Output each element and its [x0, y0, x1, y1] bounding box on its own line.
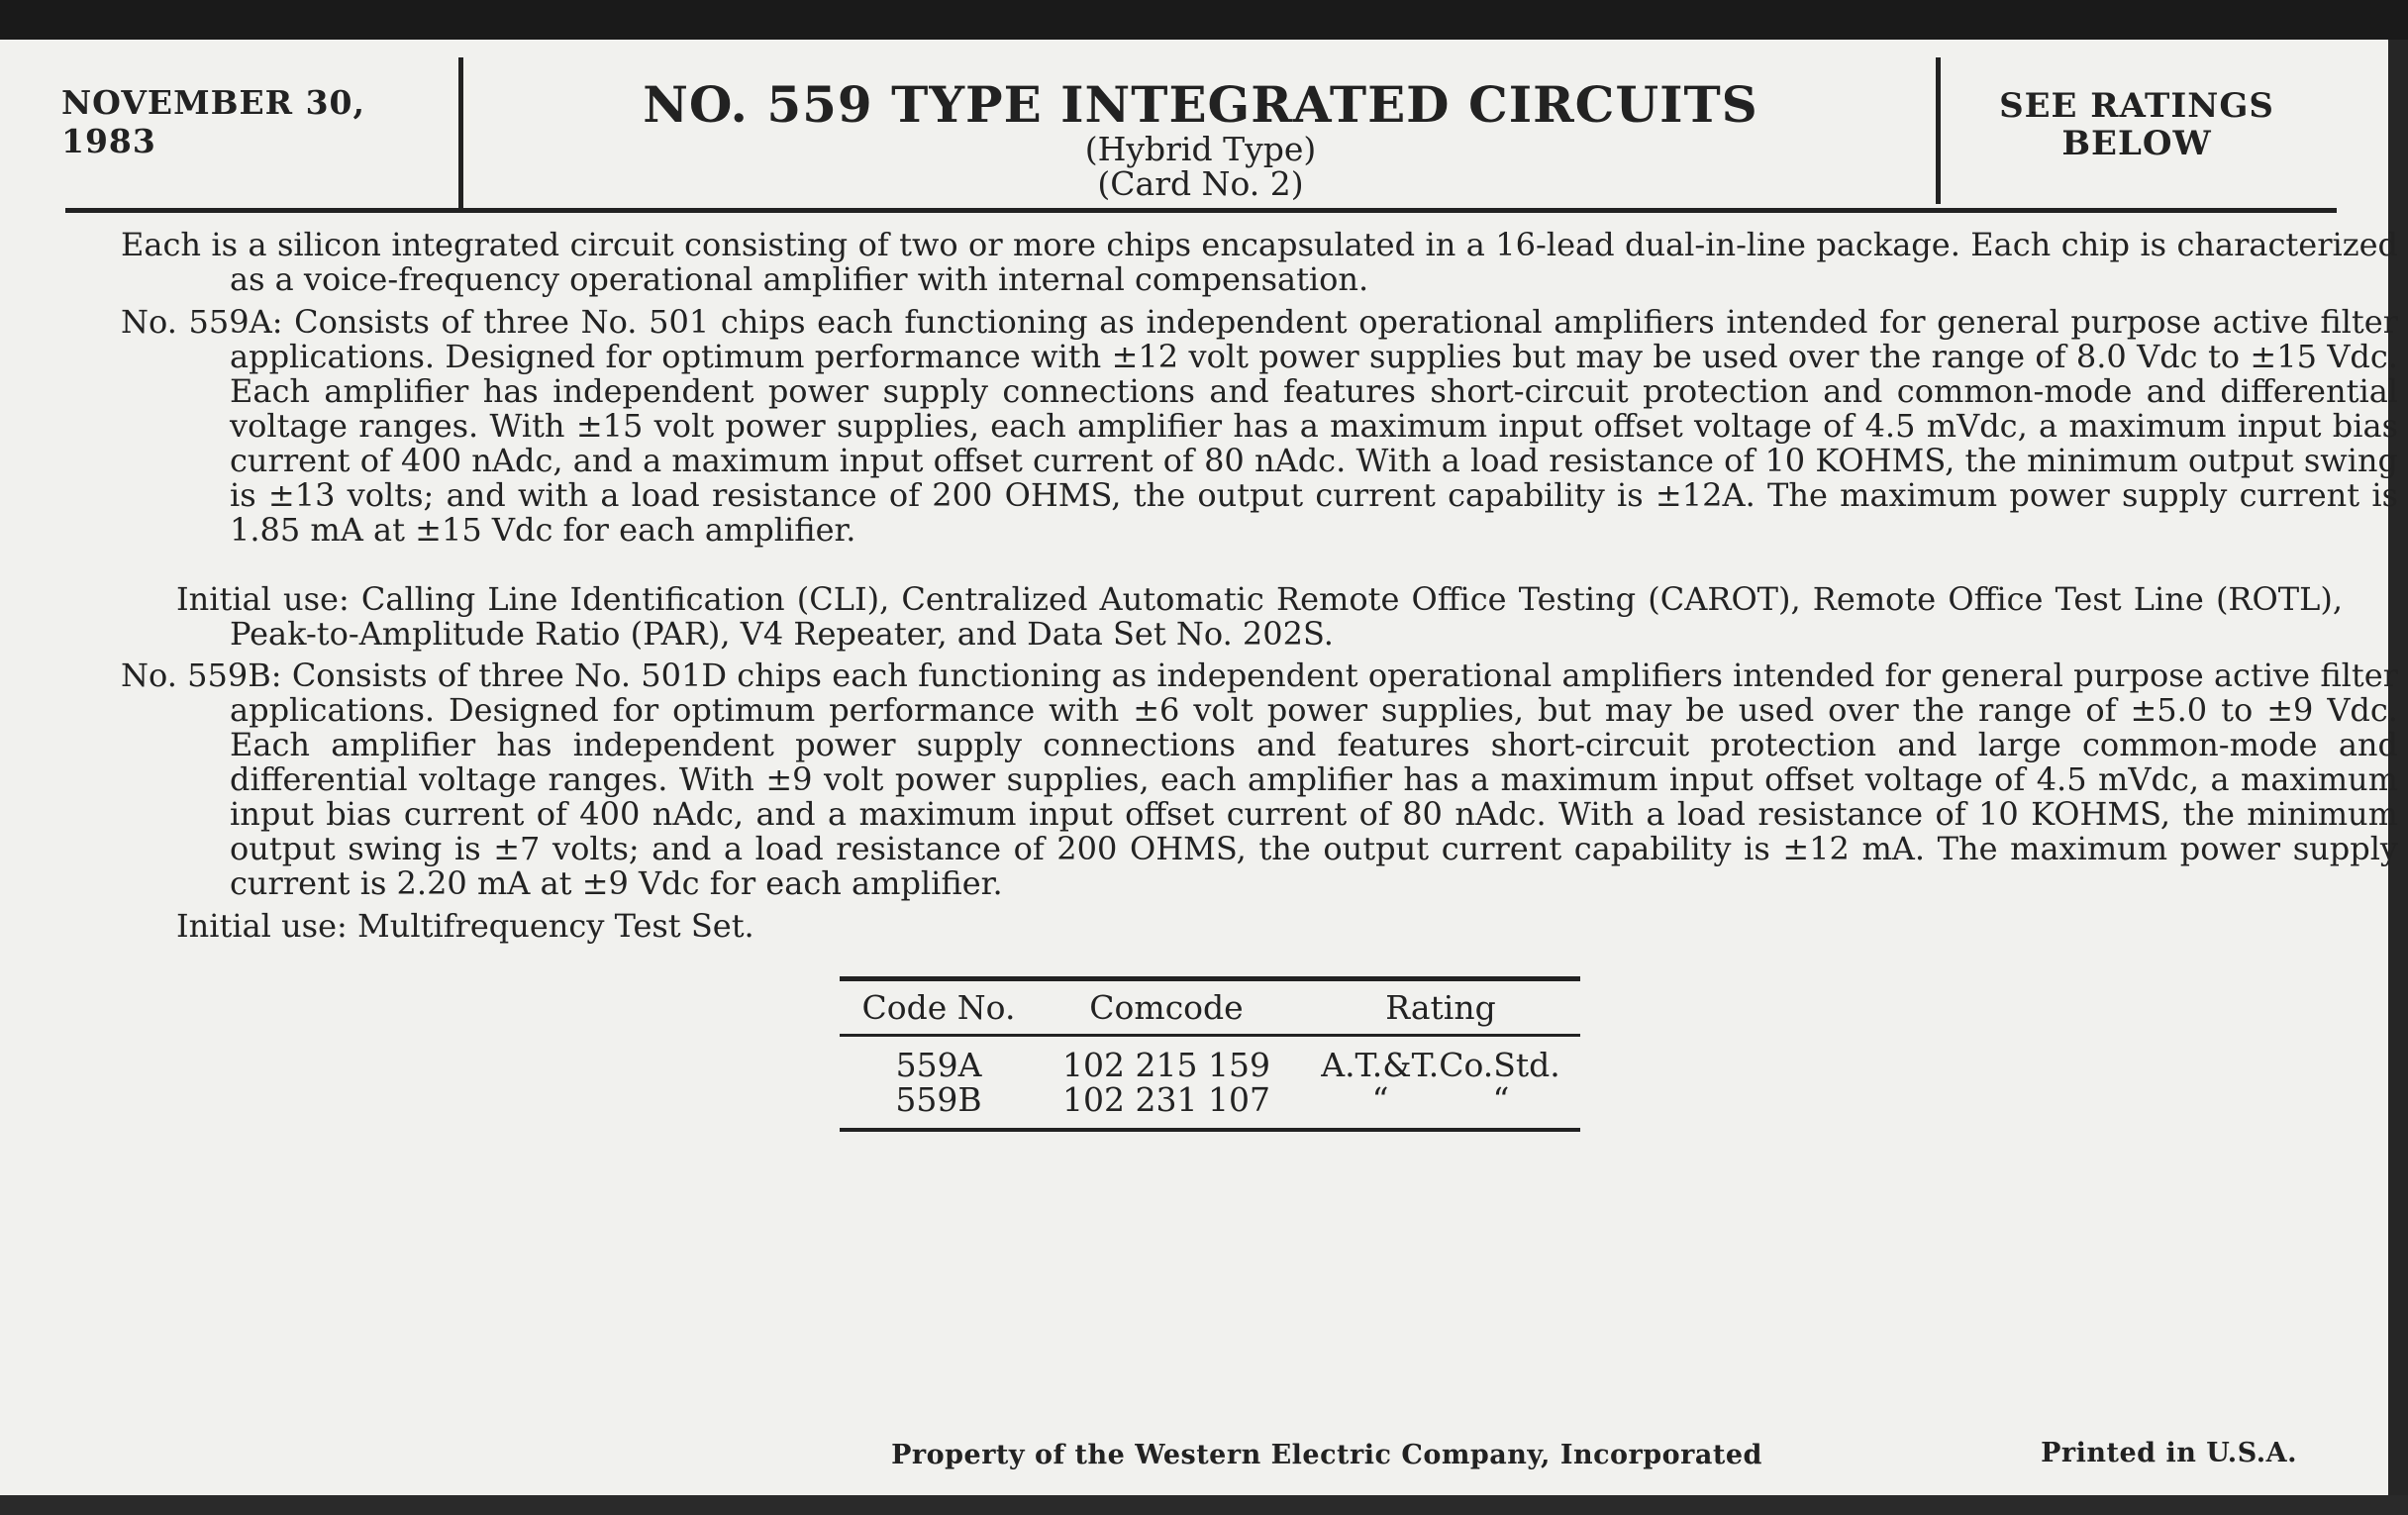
subtitle-card-number: (Card No. 2) — [1097, 164, 1304, 203]
ratings-line-2: BELOW — [2061, 124, 2212, 163]
card-bottom-shadow — [0, 1495, 2408, 1515]
table-header-rule — [840, 1034, 1580, 1037]
ratings-line-1: SEE RATINGS — [1999, 86, 2274, 126]
initial-use-559a: Initial use: Calling Line Identification (CLI), Centralized Automatic Remote Office Testing (CAROT), Remote Office Test Line (ROTL), Peak-to-Amplitude Ratio (PAR), V4 Repeater, and Data Set No. 202S. — [176, 580, 2343, 653]
initial-use-559b: Initial use: Multifrequency Test Set. — [176, 907, 754, 945]
table-header-comcode: Comcode — [1089, 988, 1244, 1027]
intro-paragraph: Each is a silicon integrated circuit consisting of two or more chips encapsulated in a 16-lead dual-in-line package. Each chip is characterized as a voice-frequency operational amplifier with internal compensation. — [121, 226, 2398, 298]
table-cell: 102 231 107 — [1062, 1080, 1270, 1119]
card-date: NOVEMBER 30, 1983 — [61, 83, 365, 160]
table-bottom-rule — [840, 1128, 1580, 1132]
ratings-note — [1944, 87, 2330, 162]
table-cell: 559B — [895, 1080, 982, 1119]
table-header-rating: Rating — [1385, 988, 1496, 1027]
page-title: NO. 559 TYPE INTEGRATED CIRCUITS — [643, 75, 1758, 134]
table-cell: A.T.&T.Co.Std. — [1321, 1046, 1560, 1084]
table-cell: 102 215 159 — [1062, 1046, 1270, 1084]
subtitle-hybrid: (Hybrid Type) — [1084, 130, 1317, 168]
property-notice: Property of the Western Electric Company, Incorporated — [891, 1440, 1762, 1470]
table-cell: 559A — [895, 1046, 982, 1084]
table-cell: “ “ — [1371, 1080, 1510, 1119]
paragraph-559b: No. 559B: Consists of three No. 501D chips each functioning as independent operational amplifiers intended for general purpose active filter applications. Designed for optimum performance with ±6 volt power supplies, but may be used over the range of ±5.0 to ±9 Vdc. Each amplifier has independent power supply connections and features short-circuit protection and large common-mode and differential voltage ranges. With ±9 volt power supplies, each amplifier has a maximum input offset voltage of 4.5 mVdc, a maximum input bias current of 400 nAdc, and a maximum input offset current of 80 nAdc. With a load resistance of 10 KOHMS, the minimum output swing is ±7 volts; and a load resistance of 200 OHMS, the output current capability is ±12 mA. The maximum power supply current is 2.20 mA at ±9 Vdc for each amplifier. — [121, 656, 2398, 902]
paragraph-559a: No. 559A: Consists of three No. 501 chips each functioning as independent operational amplifiers intended for general purpose active filter applications. Designed for optimum performance with ±12 volt power supplies but may be used over the range of 8.0 Vdc to ±15 Vdc. Each amplifier has independent power supply connections and features short-circuit protection and common-mode and differential voltage ranges. With ±15 volt power supplies, each amplifier has a maximum input offset voltage of 4.5 mVdc, a maximum input bias current of 400 nAdc, and a maximum input offset current of 80 nAdc. With a load resistance of 10 KOHMS, the minimum output swing is ±13 volts; and with a load resistance of 200 OHMS, the output current capability is ±12A. The maximum power supply current is 1.85 mA at ±15 Vdc for each amplifier. — [121, 303, 2398, 549]
printed-notice: Printed in U.S.A. — [2041, 1438, 2297, 1468]
header-divider-left — [458, 57, 463, 212]
header-divider-right — [1936, 57, 1941, 204]
table-header-code: Code No. — [861, 988, 1016, 1027]
table-top-rule — [840, 976, 1580, 981]
header-rule — [65, 208, 2337, 213]
